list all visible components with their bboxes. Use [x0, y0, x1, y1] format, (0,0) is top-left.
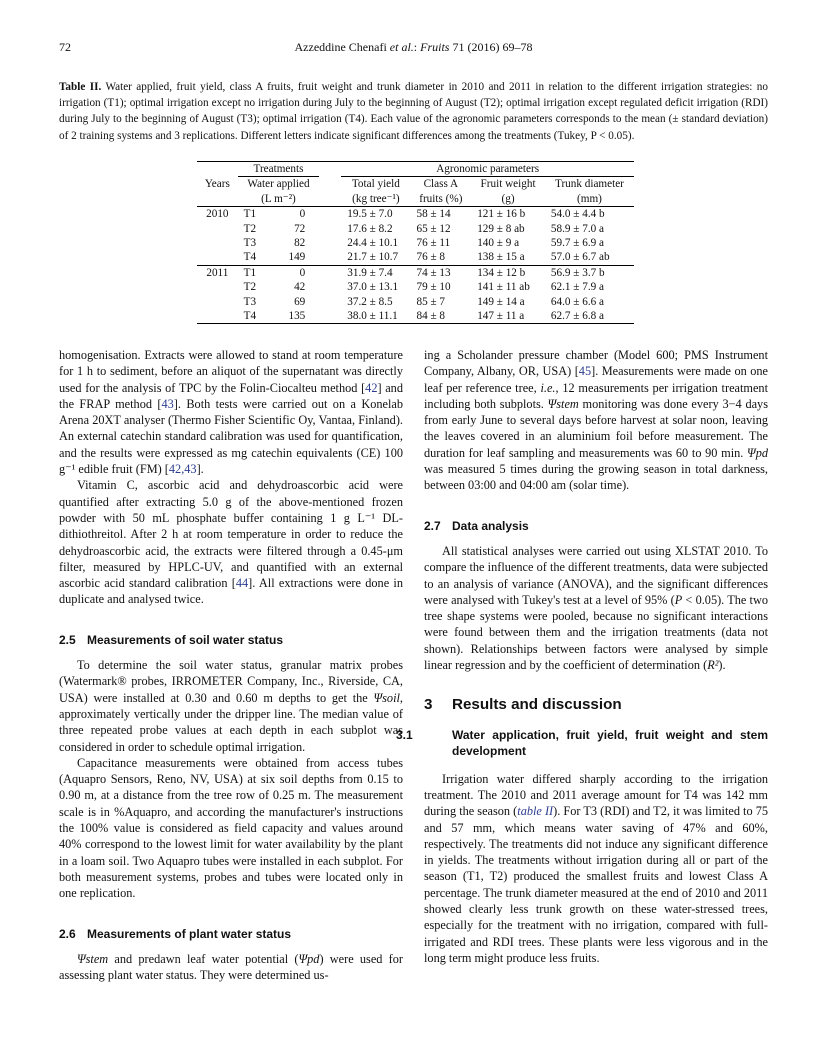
section-heading-3: 3 Results and discussion: [424, 696, 622, 714]
table-cell-water: 42: [294, 281, 306, 294]
citation-link[interactable]: 45: [578, 364, 592, 379]
table-row: [197, 207, 634, 222]
table-caption-text: Water applied, fruit yield, class A fruits, fruit weight and trunk diameter in 2010 and 2011 in relation to the different irrigation strategies: no irrigation (T1); optimal irrigation except no irrigation during July to the beginning of August (T2); optimal irrigation except regulated deficit irrigation (RDI) during July to the beginning of August (T3); optimal irrigation (T4). Each value of the agronomic parameters corresponds to the mean (± standard deviation) of 2 training systems and 3 replications. Different letters indicate significant differences among the treatments (Tukey, P < 0.05).: [59, 81, 768, 142]
table-cell-trunk: 57.0 ± 6.7 ab: [550, 251, 610, 264]
citation-link[interactable]: 42,43: [168, 462, 197, 477]
table-cell-trunk: 62.1 ± 7.9 a: [550, 281, 604, 294]
section-heading-3-1: 3.1 Water application, fruit yield, fruit weight and stem development: [396, 727, 768, 758]
table-cell-water: 135: [270, 309, 319, 324]
header-class-a-unit: fruits (%): [419, 192, 463, 205]
table-cell-yield: 17.6 ± 8.2: [347, 222, 393, 235]
table-cell-trunk: 59.7 ± 6.9 a: [550, 237, 604, 250]
running-head: [59, 40, 768, 55]
header-trunk-diameter-unit: (mm): [577, 192, 602, 205]
table-row: [197, 280, 634, 294]
running-head-author: Azzeddine Chenafi: [294, 40, 390, 54]
table-cell-water: 149: [288, 251, 306, 264]
data-table: [197, 161, 634, 324]
header-class-a: Class A: [423, 178, 459, 191]
table-cell-year: 2010: [197, 207, 238, 222]
table-cell-weight: 134 ± 12 b: [471, 265, 545, 280]
table-cell-year: 2011: [197, 265, 238, 280]
table-row: [197, 250, 634, 265]
group-header-agronomic: Agronomic parameters: [341, 162, 634, 177]
table-cell-classA: 84 ± 8: [410, 309, 471, 324]
table-cell-classA: 76 ± 11: [416, 237, 451, 250]
table-row: [197, 236, 634, 250]
table-cell-classA: 58 ± 14: [410, 207, 471, 222]
table-cell-t: T1: [238, 207, 271, 222]
table-caption: [59, 79, 768, 144]
table-cell-classA: 85 ± 7: [416, 295, 445, 308]
header-fruit-weight: Fruit weight: [480, 178, 536, 191]
table-cell-weight: 149 ± 14 a: [477, 295, 525, 308]
table-cell-t: T3: [243, 295, 257, 308]
table-cell-weight: 129 ± 8 ab: [477, 222, 525, 235]
table-cell-water: 0: [270, 265, 319, 280]
table-header-row-1: [197, 177, 634, 192]
table-cell-weight: 121 ± 16 b: [471, 207, 545, 222]
table-row: [197, 309, 634, 324]
table-cell-t: T4: [243, 251, 257, 264]
table-cell-weight: 147 ± 11 a: [471, 309, 545, 324]
table-cell-water: 69: [294, 295, 306, 308]
table-reference-link[interactable]: table II: [517, 804, 554, 819]
header-years: Years: [204, 178, 230, 191]
running-head-journal: Fruits: [420, 40, 450, 54]
table-header-row-2: [197, 192, 634, 207]
table-cell-water: 0: [270, 207, 319, 222]
paragraph: ing a Scholander pressure chamber (Model 600; PMS Instrument Company, Albany, OR, USA) [45]. Measurements were made on one leaf per reference tree, i.e., 12 measurements per irrigation treatment including both subplots. Ψstem monitoring was done every 3−4 days from early June to several days before harvest at solar noon, leaving the leaves covered in an aluminium foil before measurement. The duration for leaf sampling and measurements was 60 to 90 min. Ψpd was measured 5 times during the growing season in total darkness, between 03:00 and 04:00 am (solar time).: [424, 348, 768, 493]
table-cell-year: [197, 222, 238, 236]
table-cell-year: [197, 280, 238, 294]
paragraph: All statistical analyses were carried out using XLSTAT 2010. To compare the influence of the different treatments, data were subjected to an analysis of variance (ANOVA), and the significant differences were analysed with Tukey's test at a level of 95% (P < 0.05). The two tree shape systems were pooled, because no significant interactions were found between them and the irrigation treatments (data not shown). Relationships between factors were analysed by simple linear regression and by the coefficient of determination (R²).: [424, 543, 768, 673]
table-cell-water: 82: [294, 237, 306, 250]
citation-link[interactable]: 42: [365, 380, 378, 395]
table-cell-water: 72: [294, 222, 306, 235]
header-water-applied-unit: (L m⁻²): [261, 192, 296, 205]
table-cell-classA: 76 ± 8: [416, 251, 445, 264]
paragraph: Irrigation water differed sharply according to the irrigation treatment. The 2010 and 2011 average amount for T4 was 142 mm during the season (table II). For T3 (RDI) and T2, it was limited to 75 and 57 mm, which means water saving of 47% and 60%, respectively. The treatments did not induce any significant difference in yields. The treatments without irrigation during all or part of the season (T1, T2) produced the smallest fruits and lowest Class A percentage. The trunk diameter measured at the end of 2010 and 2011 showed clearly less trunk growth on these water-stressed trees, especially for the treatment with no irrigation, compared with full-irrigated and RDI trees. These plants were less vigorous and in the long term might produce less fruits.: [424, 771, 769, 965]
table-cell-year: [197, 309, 238, 324]
table-row: [197, 265, 634, 280]
table-cell-t: T3: [243, 237, 257, 250]
table-cell-yield: 31.9 ± 7.4: [341, 265, 410, 280]
running-head-rest: 71 (2016) 69–78: [449, 40, 533, 54]
table-cell-yield: 19.5 ± 7.0: [341, 207, 410, 222]
table-cell-weight: 138 ± 15 a: [477, 251, 525, 264]
table-cell-trunk: 54.0 ± 4.4 b: [545, 207, 634, 222]
table-row: [197, 222, 634, 236]
table-cell-t: T4: [238, 309, 271, 324]
paragraph: Vitamin C, ascorbic acid and dehydroascorbic acid were quantified after extracting 5.0 g of the above-mentioned frozen powder with 50 mL phosphate buffer containing 1 g L⁻¹ DL-dithiothreitol. After 2 h at room temperature in order to reduce the dehydroascorbic acid, the extracts were filtered through a 0.45-μm filter, measured by HPLC-UV, and quantified with an external ascorbic acid standard calibration [44]. All extractions were done in duplicate and analysed twice.: [59, 478, 403, 607]
header-water-applied: Water applied: [247, 178, 310, 191]
citation-link[interactable]: 44: [235, 576, 249, 591]
table-cell-trunk: 64.0 ± 6.6 a: [550, 295, 604, 308]
page-header: [59, 40, 768, 60]
section-heading-2-6: 2.6 Measurements of plant water status: [59, 926, 292, 941]
table-cell-trunk: 62.7 ± 6.8 a: [545, 309, 634, 324]
table-cell-yield: 21.7 ± 10.7: [347, 251, 399, 264]
table-body: [197, 162, 634, 324]
paragraph: Capacitance measurements were obtained from access tubes (Aquapro Sensors, Reno, NV, USA) at six soil depths from 0.15 to 0.90 m, at a distance from the tree row of 0.25 m. The measurement scale is in %Aquapro, and according the manufacturer's instructions the 100% value is considered as field capacity and values around 40% correspond to the lowest limit for water availability by the plant in a loam soil. Two Aquapro tubes were installed in each subplot. For both measurement systems, probes and tubes were located only in one replication.: [59, 755, 403, 901]
table-cell-year: [197, 295, 238, 309]
table-cell-trunk: 58.9 ± 7.0 a: [550, 222, 604, 235]
table-cell-classA: 65 ± 12: [416, 222, 451, 235]
header-total-yield: Total yield: [351, 178, 400, 191]
citation-link[interactable]: 43: [161, 396, 174, 411]
table-cell-trunk: 56.9 ± 3.7 b: [545, 265, 634, 280]
table-cell-weight: 140 ± 9 a: [477, 237, 520, 250]
table-cell-yield: 37.0 ± 13.1: [347, 281, 399, 294]
table-cell-yield: 37.2 ± 8.5: [347, 295, 393, 308]
running-head-etal: et al.: [389, 40, 414, 54]
group-header-treatments: Treatments: [238, 162, 320, 177]
table-cell-t: T2: [243, 281, 257, 294]
table-cell-t: T2: [243, 222, 257, 235]
header-total-yield-unit: (kg tree⁻¹): [352, 192, 400, 205]
table-cell-t: T1: [238, 265, 271, 280]
paragraph: homogenisation. Extracts were allowed to stand at room temperature for 1 h to sediment, before an aliquot of the supernatant was directly used for the analysis of TPC by the Folin-Ciocalteu method [42] and the FRAP method [43]. Both tests were carried out on a Konelab Arena 20XT analyser (Thermo Fisher Scientific Oy, Vantaa, Finland). An external catechin standard calibration was used for quantification, and the results were expressed as mg catechin equivalents (CE) 100 g⁻¹ edible fruit (FM) [42,43].: [59, 348, 404, 477]
table-group-header-row: [197, 162, 634, 177]
table-cell-classA: 79 ± 10: [416, 281, 451, 294]
paragraph: To determine the soil water status, granular matrix probes (Watermark® probes, IRROMETER Company, Inc., Riverside, CA, USA) were installed at 0.30 and 0.60 m depths to get the Ψsoil, approximately vertically under the dripper line. The median value of three repeated probe values at each depth in each subplot was considered in order to schedule optimal irrigation.: [59, 658, 403, 754]
header-trunk-diameter: Trunk diameter: [555, 178, 624, 191]
right-column: [396, 347, 769, 966]
table-cell-yield: 38.0 ± 11.1: [341, 309, 410, 324]
running-head-colon: :: [413, 40, 421, 54]
table-cell-yield: 24.4 ± 10.1: [347, 237, 399, 250]
table-cell-classA: 74 ± 13: [410, 265, 471, 280]
header-fruit-weight-unit: (g): [501, 192, 515, 205]
table-cell-year: [197, 250, 238, 265]
section-heading-2-7: 2.7 Data analysis: [424, 518, 529, 533]
table-cell-year: [197, 236, 238, 250]
table-caption-label: Table II.: [59, 81, 102, 93]
section-heading-2-5: 2.5 Measurements of soil water status: [59, 632, 284, 647]
left-column: [59, 347, 403, 983]
page-number: 72: [59, 40, 71, 54]
paragraph: Ψstem and predawn leaf water potential (Ψpd) were used for assessing plant water status. They were determined us-: [59, 951, 403, 983]
table-row: [197, 295, 634, 309]
table-cell-weight: 141 ± 11 ab: [477, 281, 530, 294]
